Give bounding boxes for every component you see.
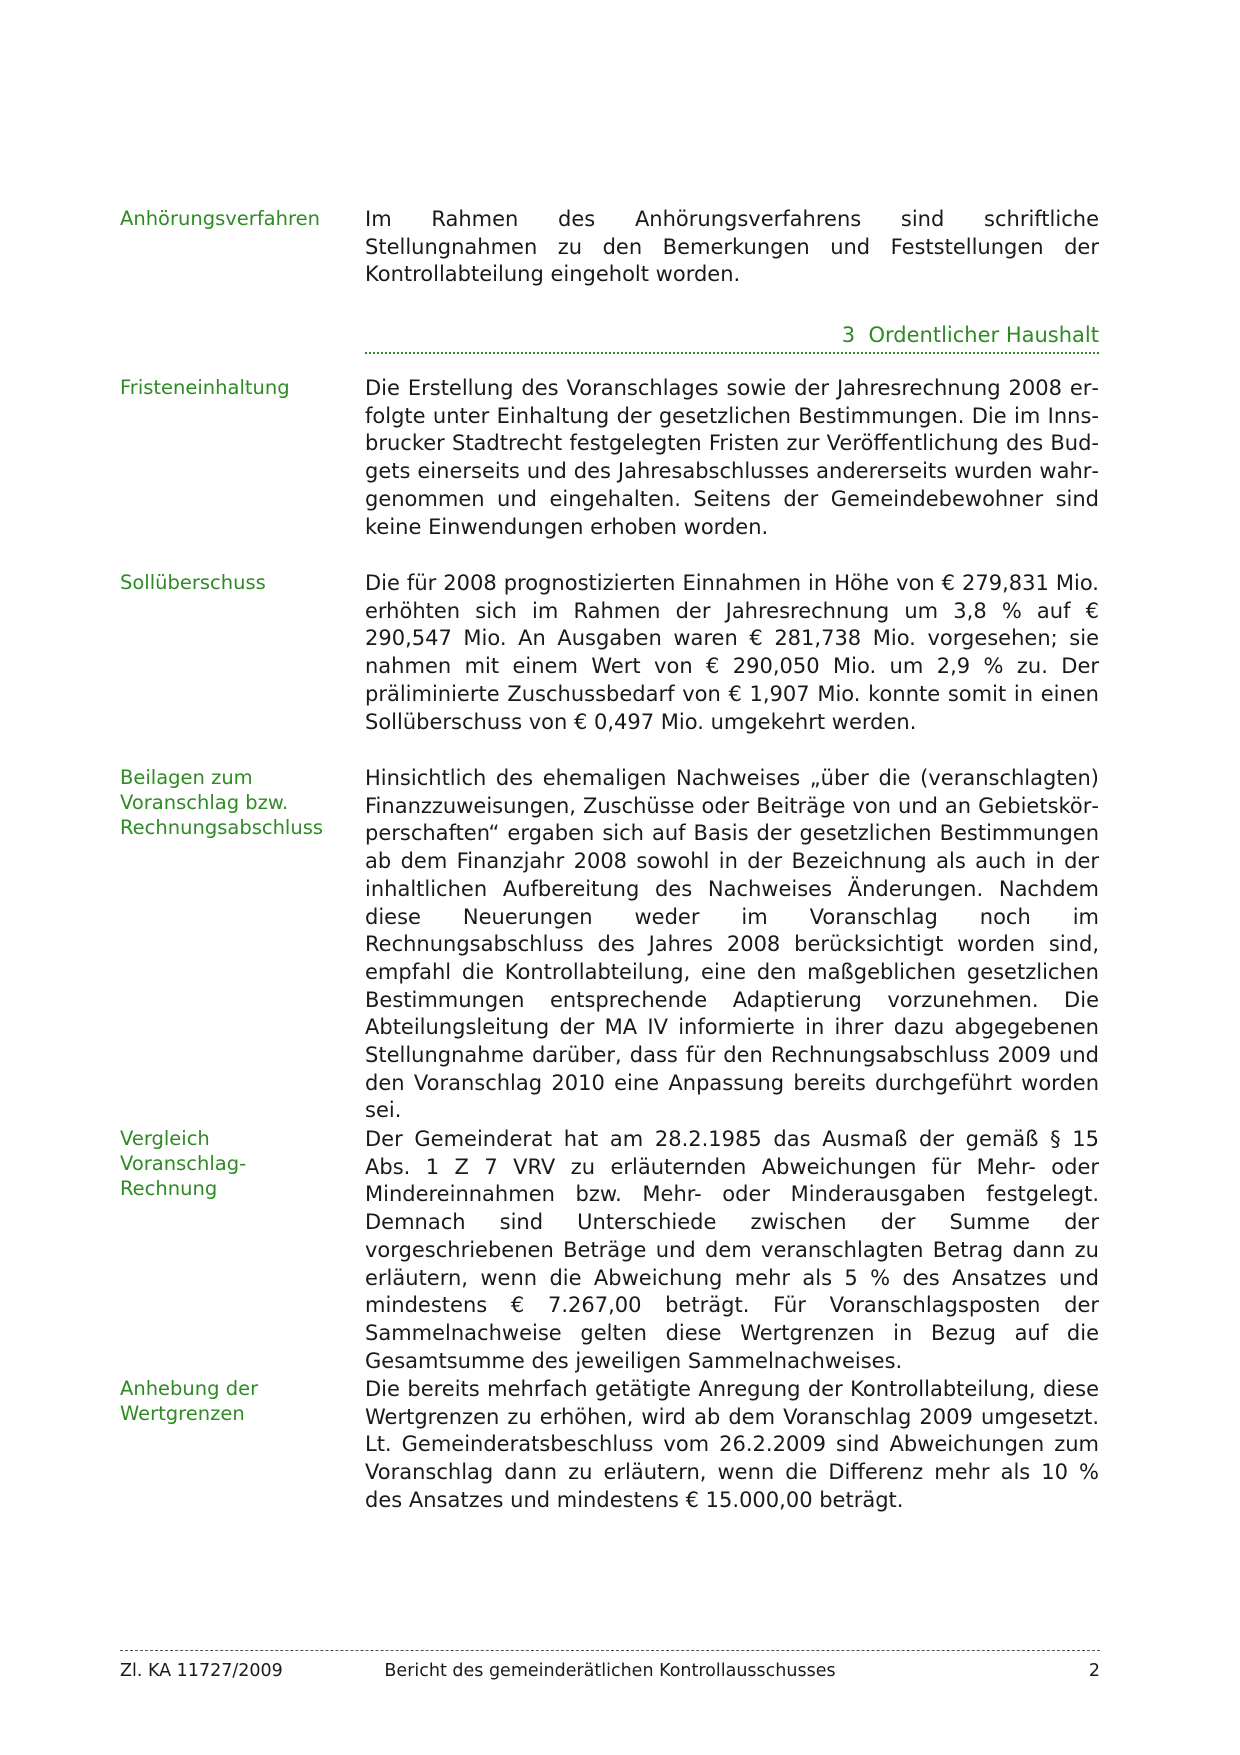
margin-heading — [120, 1376, 340, 1426]
paragraph: Im Rahmen des Anhörungsverfahrens sind schriftliche Stellungnahmen zu den Bemerkungen und Feststellungen der Kontrollabteilung eingeholt worden. — [365, 207, 1099, 287]
margin-heading-line: Wertgrenzen — [120, 1402, 245, 1425]
margin-heading-line: Vergleich Voranschlag- — [120, 1127, 247, 1175]
section-title: Ordentlicher Haushalt — [868, 323, 1099, 347]
margin-heading — [120, 570, 340, 595]
footer-divider — [120, 1650, 1100, 1651]
margin-heading-line: Anhebung der — [120, 1377, 259, 1400]
margin-heading-line: Anhörungsverfahren — [120, 207, 320, 230]
margin-heading-line: Rechnung — [120, 1177, 218, 1200]
page-number: 2 — [1088, 1661, 1100, 1681]
footer-reference: Zl. KA 11727/2009 — [120, 1661, 283, 1681]
margin-heading — [120, 375, 340, 400]
margin-heading — [120, 765, 340, 840]
section-heading — [365, 322, 1099, 348]
margin-heading — [120, 1126, 340, 1201]
margin-heading-line: Beilagen zum — [120, 766, 253, 789]
paragraph: Hinsichtlich des ehemaligen Nachweises „über die (veranschlagten) Finanzzuweisungen, Zuschüsse oder Beiträge von und an Gebietskörperschaften“ ergaben sich auf Basis der gesetzlichen Bestimmungen ab dem Finanzjahr 2008 sowohl in der Bezeichnung als auch in der inhaltlichen Aufbereitung des Nachweises Änderungen. Nachdem diese Neuerungen weder im Voranschlag noch im Rechnungsabschluss des Jahres 2008 berücksichtigt worden sind, empfahl die Kontrollabteilung, eine den maßgeblichen gesetzlichen Bestimmungen entsprechende Adaptierung vorzunehmen. Die Abteilungsleitung der MA IV informierte in ihrer dazu abgegebenen Stellungnahme darüber, dass für den Rechnungsabschluss 2009 und den Voranschlag 2010 eine Anpassung bereits durchgeführt worden sei. — [365, 766, 1099, 1123]
margin-heading-line: Rechnungsabschluss — [120, 816, 324, 839]
margin-heading — [120, 206, 340, 231]
paragraph: Die Erstellung des Voranschlages sowie der Jahresrechnung 2008 erfolgte unter Einhaltung der gesetzlichen Bestimmungen. Die im Innsbrucker Stadtrecht festgelegten Fristen zur Veröffentlichung des Budgets einerseits und des Jahresabschlusses andererseits wurden wahrgenommen und eingehalten. Seitens der Gemeindebewohner sind keine Einwendungen erhoben worden. — [365, 376, 1099, 539]
margin-heading-line: Sollüberschuss — [120, 571, 266, 594]
section-number: 3 — [841, 323, 856, 347]
paragraph: Die bereits mehrfach getätigte Anregung der Kontrollabteilung, diese Wertgrenzen zu erhöhen, wird ab dem Voranschlag 2009 umgesetzt. Lt. Gemeinderatsbeschluss vom 26.2.2009 sind Abweichungen zum Voranschlag dann zu erläutern, wenn die Differenz mehr als 10 % des Ansatzes und mindestens € 15.000,00 beträgt. — [365, 1377, 1099, 1512]
paragraph: Der Gemeinderat hat am 28.2.1985 das Ausmaß der gemäß § 15 Abs. 1 Z 7 VRV zu erläuternden Abweichungen für Mehr- oder Mindereinnahmen bzw. Mehr- oder Minderausgaben festgelegt. Demnach sind Unterschiede zwischen der Summe der vorgeschriebenen Beträge und dem veranschlagten Betrag dann zu erläutern, wenn die Abweichung mehr als 5 % des Ansatzes und mindestens € 7.267,00 beträgt. Für Voranschlagsposten der Sammelnachweise gelten diese Wertgrenzen in Bezug auf die Gesamtsumme des jeweiligen Sammelnachweises. — [365, 1127, 1099, 1373]
footer-title: Bericht des gemeinderätlichen Kontrollausschusses — [384, 1661, 836, 1681]
margin-heading-line: Voranschlag bzw. — [120, 791, 289, 814]
section-divider — [365, 352, 1099, 354]
margin-heading-line: Fristeneinhaltung — [120, 376, 290, 399]
paragraph: Die für 2008 prognostizierten Einnahmen in Höhe von € 279,831 Mio. erhöhten sich im Rahmen der Jahresrechnung um 3,8 % auf € 290,547 Mio. An Ausgaben waren € 281,738 Mio. vorgesehen; sie nahmen mit einem Wert von € 290,050 Mio. um 2,9 % zu. Der präliminierte Zuschussbedarf von € 1,907 Mio. konnte somit in einen Sollüberschuss von € 0,497 Mio. umgekehrt werden. — [365, 571, 1099, 734]
